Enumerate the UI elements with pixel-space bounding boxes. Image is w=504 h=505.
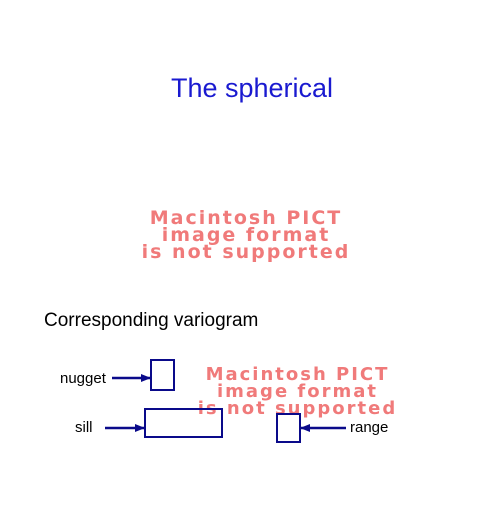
range-highlight-box [276,413,301,443]
variogram-caption: Corresponding variogram [44,310,259,331]
placeholder-line: Macintosh PICT [149,207,343,229]
nugget-label: nugget [60,370,106,387]
image-unsupported-placeholder-top [88,207,404,263]
placeholder-line: is not supported [197,398,398,419]
placeholder-line: image format [161,224,331,246]
sill-label: sill [75,419,93,436]
placeholder-line: is not supported [141,241,351,263]
nugget-highlight-box [150,359,175,391]
sill-highlight-box [144,408,223,438]
slide-title: The spherical [170,73,334,103]
range-label: range [350,419,389,436]
placeholder-line: image format [216,381,378,402]
placeholder-line: Macintosh PICT [205,364,390,385]
